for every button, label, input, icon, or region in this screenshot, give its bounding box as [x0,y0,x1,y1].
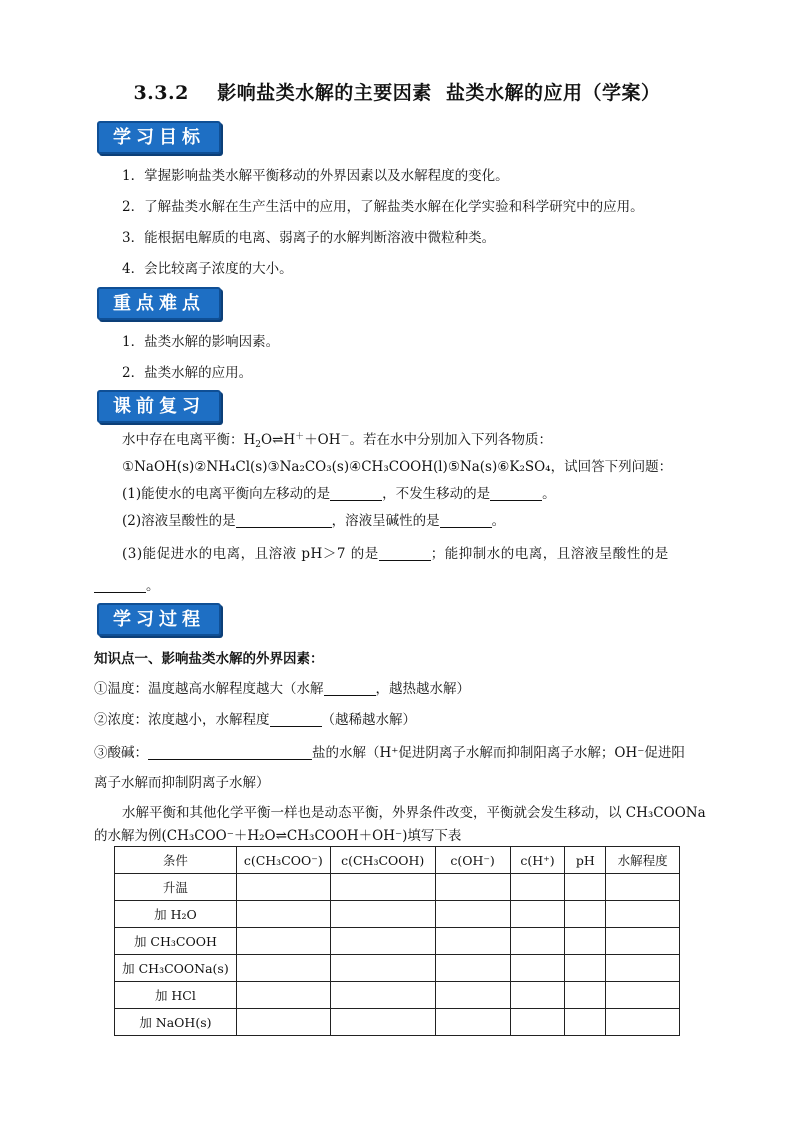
answer-cell[interactable] [330,928,435,955]
answer-cell[interactable] [606,928,680,955]
answer-blank[interactable] [94,578,146,593]
answer-cell[interactable] [510,901,565,928]
review-intro-text: O⇌H [261,432,296,448]
answer-cell[interactable] [565,955,606,982]
question-text: (1)能使水的电离平衡向左移动的是 [122,486,331,502]
answer-cell[interactable] [510,874,565,901]
section-badge-goals: 学习目标 [97,121,221,154]
answer-cell[interactable] [565,982,606,1009]
table-header-cell: c(CH₃COOH) [330,847,435,874]
answer-cell[interactable] [565,901,606,928]
question-text: ；能抑制水的电离，且溶液呈酸性的是 [430,546,669,562]
question-text: (3)能促进水的电离，且溶液 pH＞7 的是 [122,546,379,562]
answer-cell[interactable] [330,874,435,901]
factor-concentration [94,708,416,728]
explanation-paragraph: 水解平衡和其他化学平衡一样也是动态平衡，外界条件改变，平衡就会发生移动，以 CH₃COONa [122,805,706,821]
table-header-row [115,847,680,874]
condition-cell: 升温 [115,874,237,901]
answer-cell[interactable] [565,928,606,955]
answer-cell[interactable] [236,982,330,1009]
table-header-cell: c(H⁺) [510,847,565,874]
answer-cell[interactable] [236,901,330,928]
hydrolysis-condition-table [114,846,680,1036]
answer-cell[interactable] [236,1009,330,1036]
table-row [115,955,680,982]
goal-item: 4．会比较离子浓度的大小。 [122,261,293,277]
factor-text: ③酸碱： [94,745,148,761]
answer-cell[interactable] [606,982,680,1009]
table-row [115,1009,680,1036]
answer-blank[interactable] [270,712,322,727]
table-header-cell: 条件 [115,847,237,874]
section-badge-process: 学习过程 [97,603,221,636]
answer-blank[interactable] [330,486,382,501]
question-text: 。 [491,513,506,529]
condition-cell: 加 CH₃COONa(s) [115,955,237,982]
goal-item: 1．掌握影响盐类水解平衡移动的外界因素以及水解程度的变化。 [122,168,509,184]
question-text: 。 [542,486,556,502]
goal-item: 3．能根据电解质的电离、弱离子的水解判断溶液中微粒种类。 [122,230,496,246]
table-header-cell: pH [565,847,606,874]
answer-cell[interactable] [606,901,680,928]
answer-cell[interactable] [510,1009,565,1036]
answer-blank[interactable] [440,513,492,528]
condition-cell: 加 NaOH(s) [115,1009,237,1036]
question-text: ，不发生移动的是 [382,486,491,502]
answer-cell[interactable] [606,955,680,982]
section-badge-review: 课前复习 [97,390,221,423]
question-text: ，溶液呈碱性的是 [331,513,440,529]
answer-cell[interactable] [236,955,330,982]
answer-blank[interactable] [148,745,312,760]
answer-cell[interactable] [565,874,606,901]
table-header-cell: 水解程度 [606,847,680,874]
factor-text: ，越热越水解） [375,681,470,697]
key-point-item: 1．盐类水解的影响因素。 [122,334,280,350]
answer-cell[interactable] [236,928,330,955]
answer-cell[interactable] [510,955,565,982]
section-badge-key: 重点难点 [97,287,221,320]
answer-cell[interactable] [435,874,510,901]
table-row [115,874,680,901]
answer-blank[interactable] [236,513,332,528]
review-intro-text: ＋OH [304,432,341,448]
table-row [115,982,680,1009]
answer-cell[interactable] [606,1009,680,1036]
factor-acid-base [94,741,685,761]
factor-acid-base-cont: 离子水解而抑制阴离子水解） [94,775,270,791]
question-text: 。 [146,578,160,594]
review-substances: ①NaOH(s)②NH₄Cl(s)③Na₂CO₃(s)④CH₃COOH(l)⑤Na(s)⑥K₂SO₄，试回答下列问题： [122,459,673,475]
table-header-cell: c(CH₃COO⁻) [236,847,330,874]
answer-cell[interactable] [330,982,435,1009]
review-intro-text: 。若在水中分别加入下列各物质： [349,432,553,448]
factor-text: 盐的水解（H⁺促进阴离子水解而抑制阳离子水解；OH⁻促进阳 [312,745,685,761]
knowledge-point-heading: 知识点一、影响盐类水解的外界因素： [94,651,324,667]
answer-cell[interactable] [435,1009,510,1036]
answer-cell[interactable] [236,874,330,901]
answer-cell[interactable] [510,928,565,955]
factor-text: （越稀越水解） [321,712,416,728]
explanation-paragraph: 的水解为例(CH₃COO⁻＋H₂O⇌CH₃COOH＋OH⁻)填写下表 [94,828,462,844]
answer-cell[interactable] [330,955,435,982]
page-title: 3.3.2 影响盐类水解的主要因素 盐类水解的应用（学案） [133,82,661,104]
answer-cell[interactable] [435,928,510,955]
condition-cell: 加 HCl [115,982,237,1009]
review-question-2 [122,509,505,529]
table-header-cell: c(OH⁻) [435,847,510,874]
review-intro-text: 水中存在电离平衡：H [122,432,256,448]
review-question-3-cont [94,574,160,594]
question-text: (2)溶液呈酸性的是 [122,513,236,529]
goal-item: 2．了解盐类水解在生产生活中的应用，了解盐类水解在化学实验和科学研究中的应用。 [122,199,644,215]
factor-text: ①温度：温度越高水解程度越大（水解 [94,681,324,697]
table-row [115,928,680,955]
answer-cell[interactable] [435,982,510,1009]
answer-blank[interactable] [324,681,376,696]
answer-blank[interactable] [379,546,431,561]
answer-cell[interactable] [435,955,510,982]
answer-blank[interactable] [490,486,542,501]
answer-cell[interactable] [565,1009,606,1036]
key-point-item: 2．盐类水解的应用。 [122,365,253,381]
table-row [115,901,680,928]
answer-cell[interactable] [330,901,435,928]
answer-cell[interactable] [330,1009,435,1036]
review-question-3 [122,542,669,562]
condition-cell: 加 H₂O [115,901,237,928]
review-question-1 [122,482,556,502]
review-intro: 水中存在电离平衡：$H_2O\rightleftharpoons H^++OH^-$。若在水中分别加入下列各物质： [122,432,553,450]
answer-cell[interactable] [435,901,510,928]
answer-cell[interactable] [510,982,565,1009]
answer-cell[interactable] [606,874,680,901]
condition-cell: 加 CH₃COOH [115,928,237,955]
factor-temperature [94,677,470,697]
factor-text: ②浓度：浓度越小，水解程度 [94,712,270,728]
